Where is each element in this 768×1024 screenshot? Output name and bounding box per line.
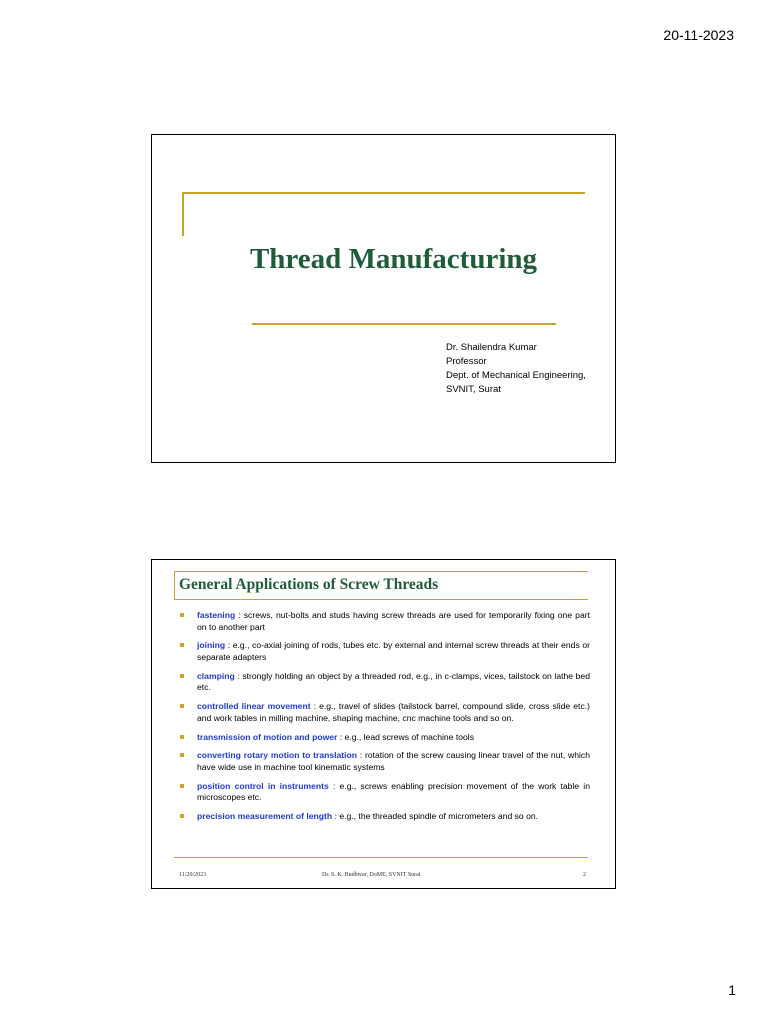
slide-title-text: Thread Manufacturing xyxy=(249,243,538,275)
list-item xyxy=(180,750,590,773)
accent-vertical-line xyxy=(174,571,175,599)
item-text: : e.g., travel of slides (tailstock barrel, compound slide, cross slide etc.) and work tables in milling machine, shaping machine, cnc machine tools and so on. xyxy=(197,701,590,723)
item-term: fastening xyxy=(197,610,236,620)
list-item xyxy=(180,610,590,633)
item-text: : rotation of the screw causing linear travel of the nut, which have wide use in machine tool kinematic systems xyxy=(197,750,590,772)
item-text: : e.g., lead screws of machine tools xyxy=(337,731,474,742)
item-term: precision measurement of length xyxy=(197,811,333,822)
slide-heading: General Applications of Screw Threads xyxy=(179,576,439,593)
page-number: 1 xyxy=(728,982,736,998)
bullet-icon xyxy=(180,643,184,647)
item-term: controlled linear movement xyxy=(197,701,311,712)
item-term: joining xyxy=(197,640,226,651)
accent-footer-line xyxy=(174,857,588,858)
slide-title xyxy=(151,134,616,463)
page-date: 20-11-2023 xyxy=(663,27,734,43)
item-text: : e.g., screws enabling precision movement of the work table in microscopes etc. xyxy=(197,780,590,803)
list-item xyxy=(180,811,590,823)
item-text: : e.g., co-axial joining of rods, tubes etc. by external and internal screw threads at their ends or separate adapters xyxy=(197,640,590,662)
author-block xyxy=(446,341,586,397)
footer-slide-number: 2 xyxy=(583,872,586,878)
item-term: transmission of motion and power xyxy=(197,731,338,742)
slide-applications xyxy=(151,559,616,889)
applications-list xyxy=(180,610,590,830)
bullet-icon xyxy=(180,704,184,708)
author-name: Dr. Shailendra Kumar xyxy=(446,342,537,353)
bullet-icon xyxy=(180,735,184,739)
list-item xyxy=(180,671,590,694)
accent-vertical-line xyxy=(182,192,184,236)
footer-author: Dr. S. K. Budhwar, DoME, SVNIT Surat xyxy=(322,872,421,878)
author-position: Professor xyxy=(446,356,487,367)
accent-top-line xyxy=(174,571,588,572)
footer-date: 11/20/2023 xyxy=(179,872,207,878)
item-term: converting rotary motion to translation xyxy=(197,750,358,761)
list-item xyxy=(180,781,590,804)
item-text: : e.g., the threaded spindle of micrometers and so on. xyxy=(332,811,539,822)
bullet-icon xyxy=(180,784,184,788)
list-item xyxy=(180,732,590,744)
bullet-icon xyxy=(180,613,184,617)
author-department: Dept. of Mechanical Engineering, xyxy=(446,370,586,381)
item-term: clamping xyxy=(197,670,235,681)
item-text: : screws, nut-bolts and studs having screw threads are used for temporarily fixing one part on to another part xyxy=(197,610,590,632)
author-institute: SVNIT, Surat xyxy=(446,384,501,395)
bullet-icon xyxy=(180,753,184,757)
list-item xyxy=(180,640,590,663)
accent-top-line xyxy=(182,192,585,194)
accent-bottom-line xyxy=(252,323,556,325)
accent-heading-line xyxy=(174,599,588,600)
list-item xyxy=(180,701,590,724)
item-term: position control in instruments xyxy=(197,780,329,791)
bullet-icon xyxy=(180,674,184,678)
item-text: : strongly holding an object by a threaded rod, e.g., in c-clamps, vices, tailstock on lathe bed etc. xyxy=(197,670,590,693)
bullet-icon xyxy=(180,814,184,818)
